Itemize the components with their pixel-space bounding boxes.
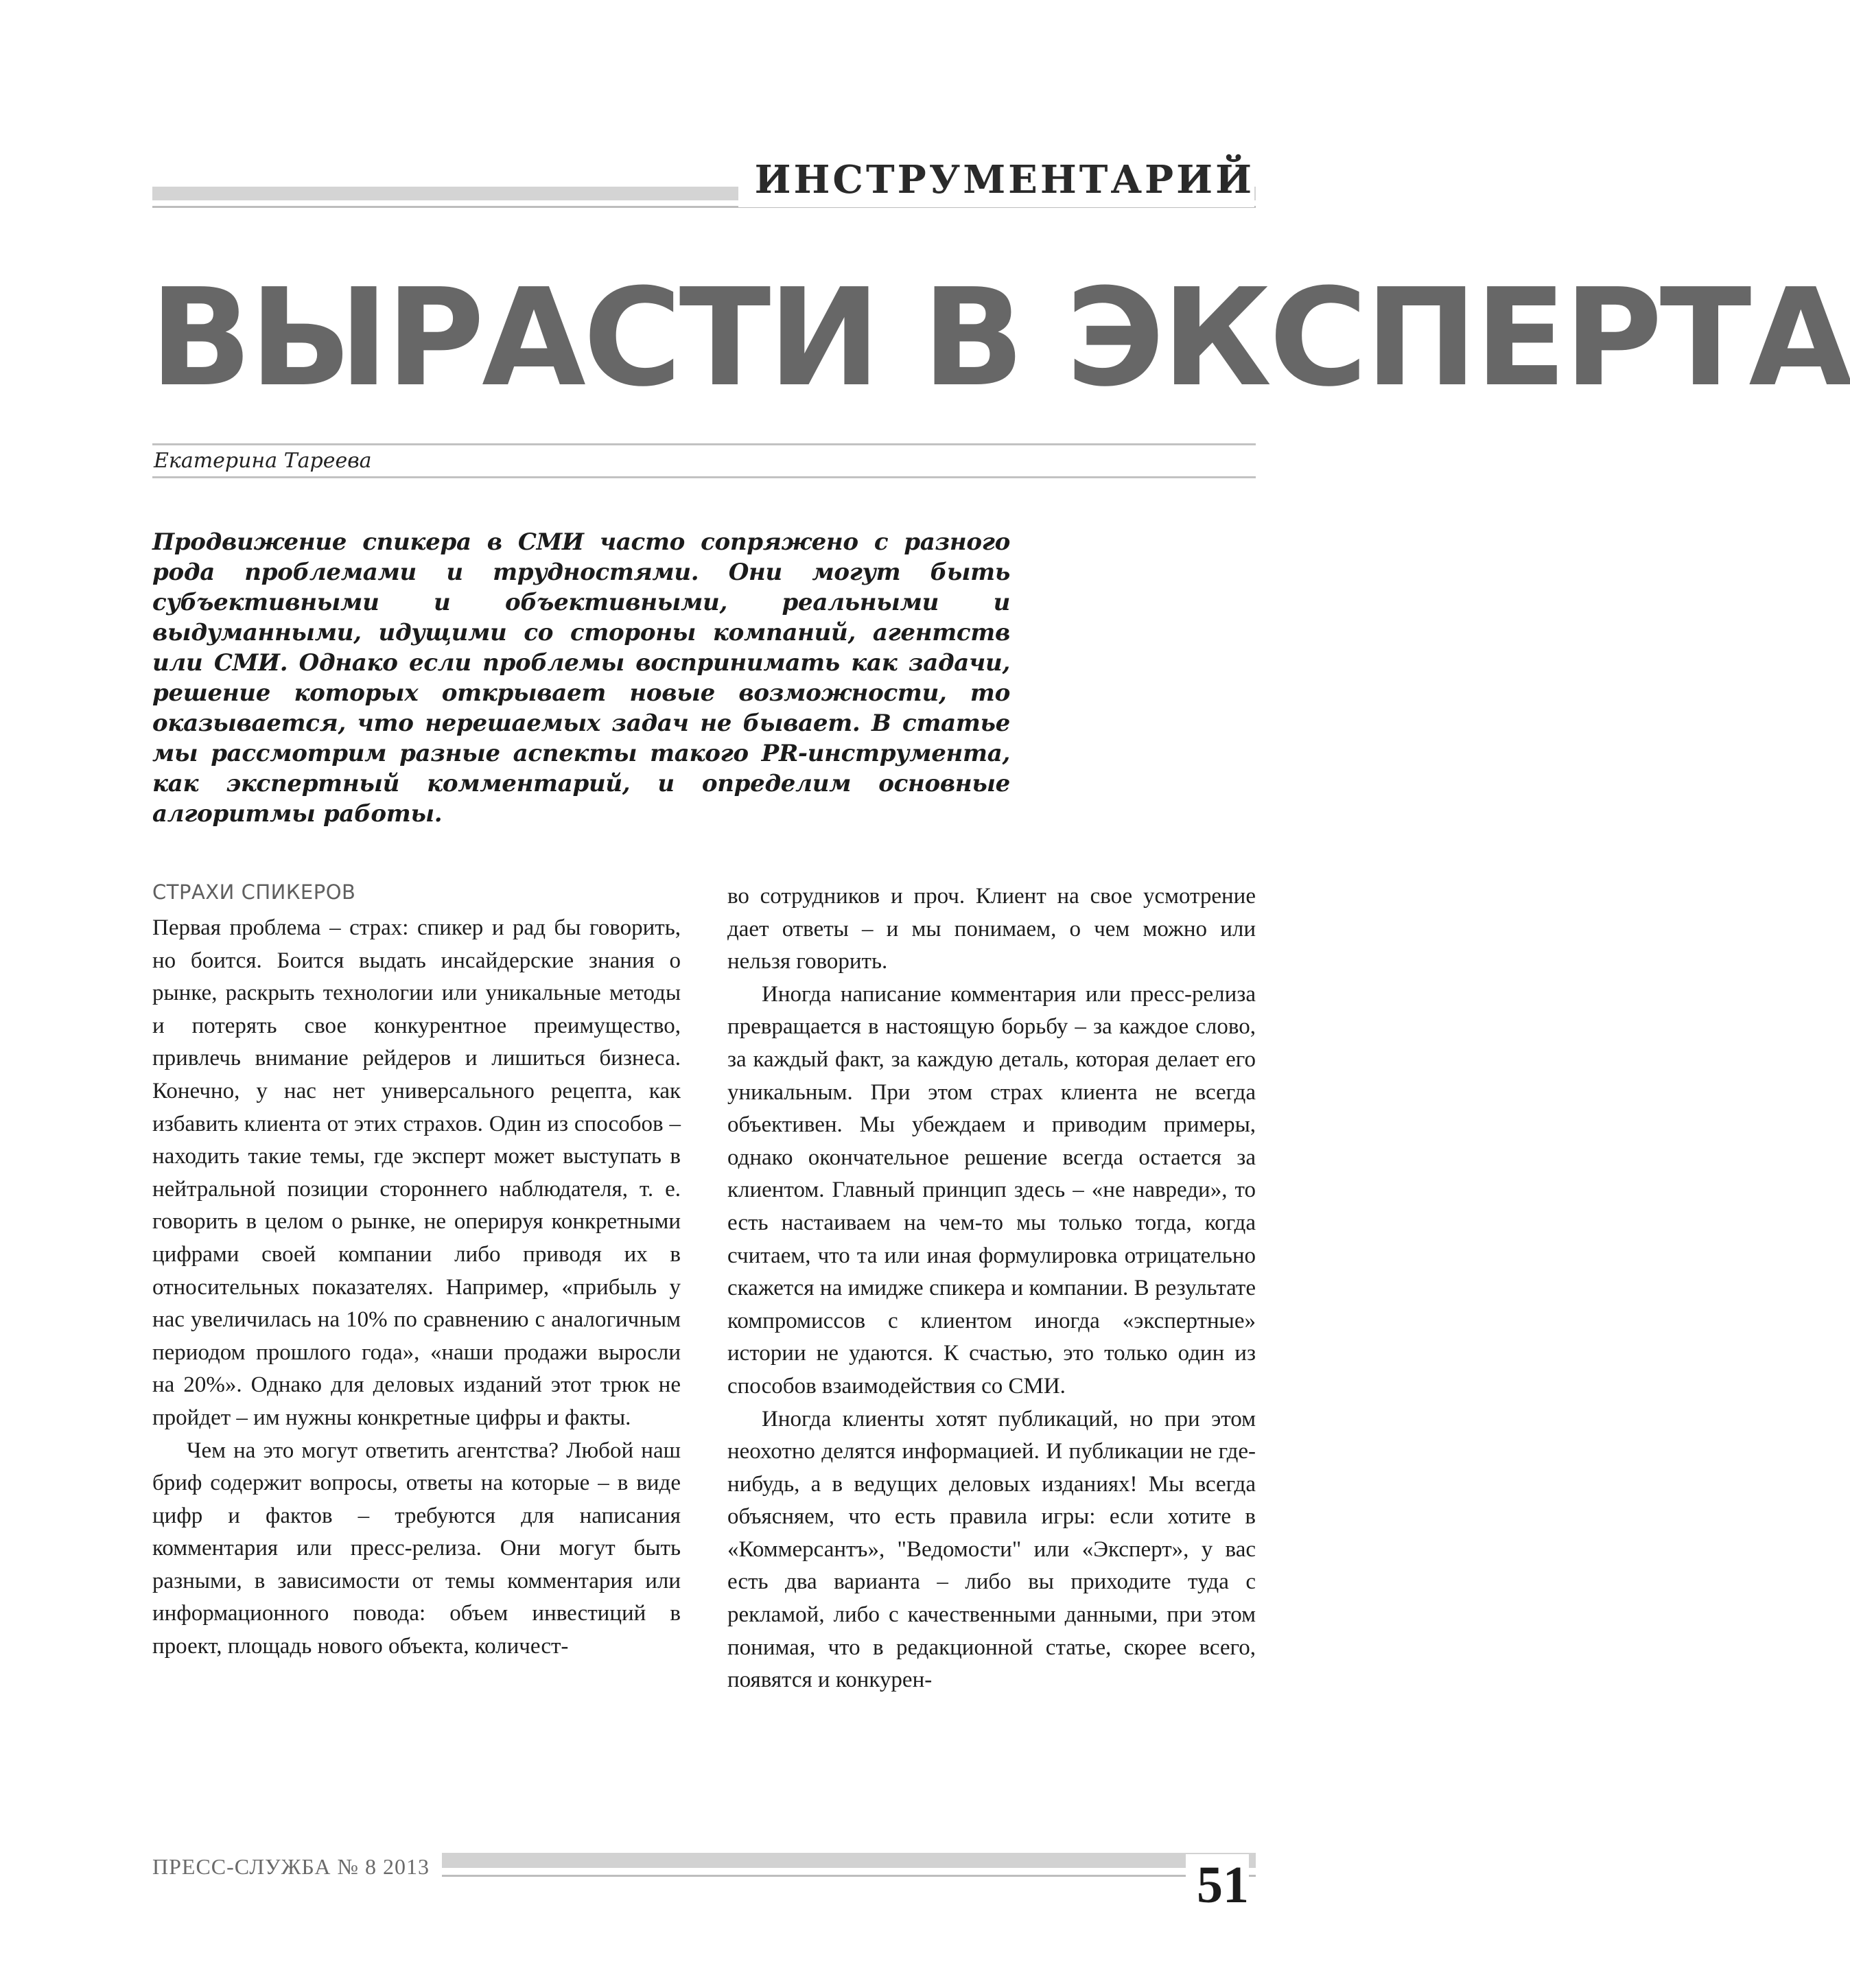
paragraph: Иногда клиенты хотят публикаций, но при этом неохотно делятся информацией. И публикации не где-нибудь, а в ведущих деловых изданиях! Мы всегда объясняем, что есть правила игры: если хотите в «Коммерсантъ», "Ведомости" или «Эксперт», у вас есть два варианта – либо вы приходите туда с рекламой, либо с качественными данными, при этом понимая, что в редакционной статье, скорее всего, появятся и конкурен- xyxy=(727,1406,1256,1693)
subheading: СТРАХИ СПИКЕРОВ xyxy=(152,880,356,904)
paragraph: Чем на это могут ответить агентства? Любой наш бриф содержит вопросы, ответы на которые – в виде цифр и фактов – требуются для написания комментария или пресс-релиза. Они могут быть разными, в зависимости от темы комментария или информационного повода: объем инвестиций в проект, площадь нового объекта, количест- xyxy=(152,1438,681,1659)
author-rule-top xyxy=(152,443,1256,445)
article-title: ВЫРАСТИ В ЭКСПЕРТА xyxy=(150,260,1850,417)
article-lead: Продвижение спикера в СМИ часто сопряжено с разного рода проблемами и трудностями. Они могут быть субъективными и объективными, реальными и выдуманными, идущими со стороны компаний, агентств или СМИ. Однако если проблемы воспринимать как задачи, решение которых открывает новые возможности, то оказывается, что нерешаемых задач не бывает. В статье мы рассмотрим разные аспекты такого PR-инструмента, как экспертный комментарий, и определим основные алгоритмы работы. xyxy=(152,528,1010,828)
column-left xyxy=(152,875,681,1663)
column-right xyxy=(727,880,1256,1697)
section-label: ИНСТРУМЕНТАРИЙ xyxy=(738,152,1254,207)
paragraph: Иногда написание комментария или пресс-релиза превращается в настоящую борьбу – за каждое слово, за каждый факт, за каждую деталь, которая делает его уникальным. При этом страх клиента не всегда объективен. Мы убеждаем и приводим примеры, однако окончательное решение всегда остается за клиентом. Главный принцип здесь – «не навреди», то есть настаиваем на чем-то мы только тогда, когда считаем, что та или иная формулировка отрицательно скажется на имидже спикера и компании. В результате компромиссов с клиентом иногда «экспертные» истории не удаются. К счастью, это только один из способов взаимодействия со СМИ. xyxy=(727,981,1256,1399)
author-name: Екатерина Тареева xyxy=(154,449,372,473)
paragraph: во сотрудников и проч. Клиент на свое усмотрение дает ответы – и мы понимаем, о чем можно или нельзя говорить. xyxy=(727,884,1256,974)
footer-magazine-issue: ПРЕСС-СЛУЖБА № 8 2013 xyxy=(152,1851,442,1882)
author-rule-bottom xyxy=(152,476,1256,478)
page-number: 51 xyxy=(1186,1854,1249,1916)
paragraph: Первая проблема – страх: спикер и рад бы говорить, но боится. Боится выдать инсайдерские знания о рынке, раскрыть технологии или уникальные методы и потерять свое конкурентное преимущество, привлечь внимание рейдеров и лишиться бизнеса. Конечно, у нас нет универсального рецепта, как избавить клиента от этих страхов. Один из способов – находить такие темы, где эксперт может выступать в нейтральной позиции стороннего наблюдателя, т. е. говорить в целом о рынке, не оперируя конкретными цифрами своей компании либо приводя их в относительных показателях. Например, «прибыль у нас увеличилась на 10% по сравнению с аналогичным периодом прошлого года», «наши продажи выросли на 20%». Однако для деловых изданий этот трюк не пройдет – им нужны конкретные цифры и факты. xyxy=(152,915,681,1430)
